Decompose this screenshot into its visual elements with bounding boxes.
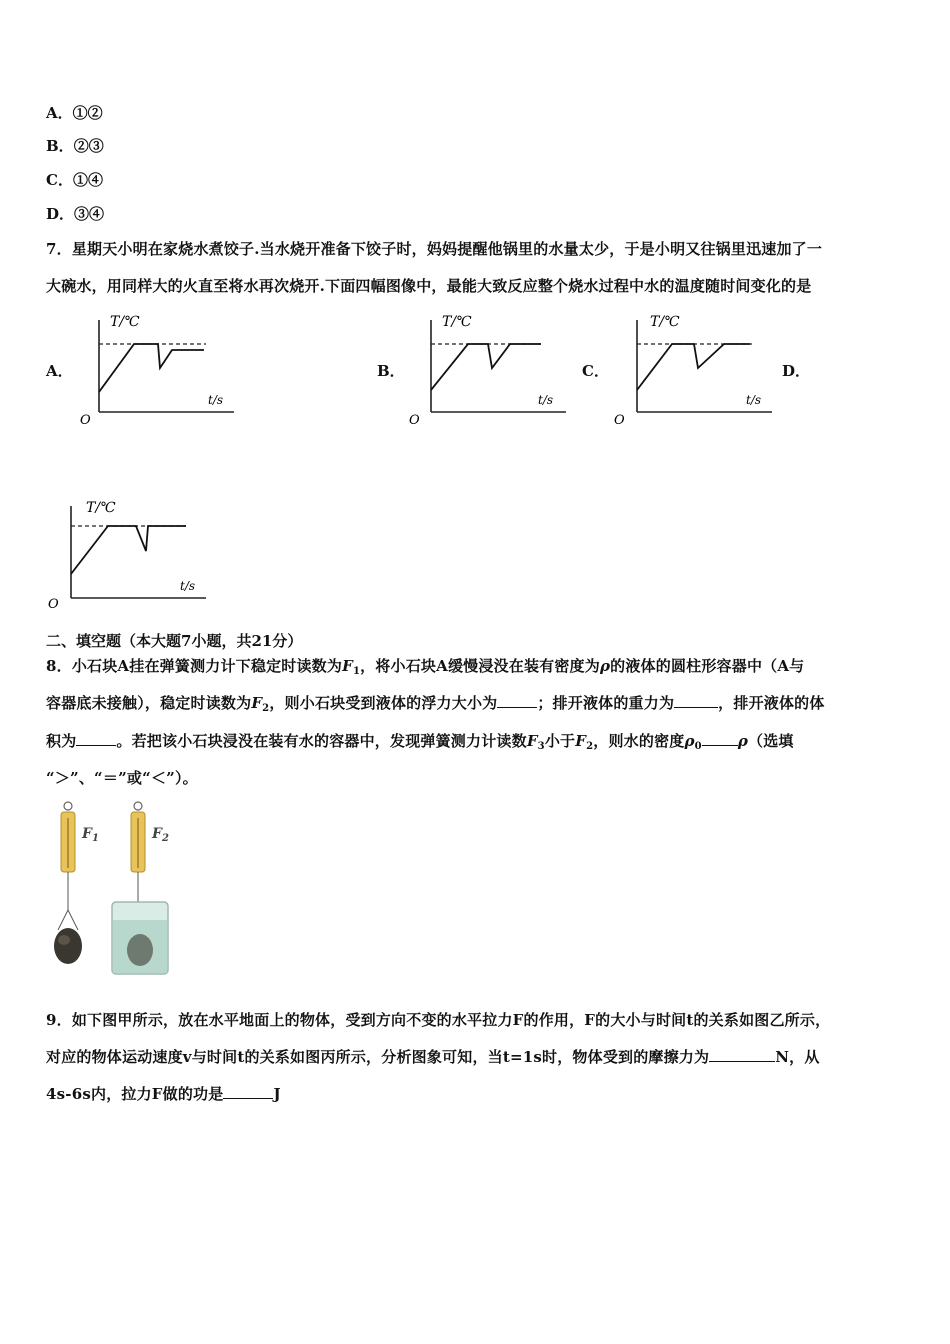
graph-a-curve [99,344,204,392]
graph-d-origin: O [48,597,59,612]
q8-line4: “＞”、“＝”或“＜”）。 [46,769,198,787]
graph-c-curve [637,344,750,390]
fig-label-f1: $F_1$ [82,826,99,844]
q7-option-c-label: C． [582,362,609,380]
graph-b-y-label: T/℃ [442,314,472,330]
graph-a-x-label: t/s [208,393,224,407]
q9-line3: 4s-6s内，拉力F做的功是 J [46,1085,281,1103]
q7-graph-d [46,496,216,620]
q7-text-line1: 7．星期天小明在家烧水煮饺子.当水烧开准备下饺子时，妈妈提醒他锅里的水量太少，于是小明又往锅里迅速加了一 [46,240,823,258]
q8-blank-volume[interactable] [76,731,116,746]
graph-d-curve [71,526,186,574]
q7-option-a-label: A． [46,362,73,380]
q9-blank-friction[interactable] [709,1047,775,1062]
q7-graph-c [612,310,782,434]
q9-line1: 9．如下图甲所示，放在水平地面上的物体，受到方向不变的水平拉力F的作用，F的大小与时间t的关系如图乙所示， [46,1011,831,1029]
q6-option-a: A．①② [46,104,103,122]
q8-line2: 容器底未接触），稳定时读数为$F_2$，则小石块受到液体的浮力大小为 ；排开液体的重力为 ，排开液体的体 [46,694,825,714]
graph-b-origin: O [409,413,420,428]
graph-b-x-label: t/s [538,393,554,407]
section2-heading: 二、填空题（本大题7小题，共21分） [46,632,303,650]
q7-text-line2: 大碗水，用同样大的火直至将水再次烧开.下面四幅图像中，最能大致反应整个烧水过程中水的温度随时间变化的是 [46,277,812,295]
graph-c-origin: O [614,413,625,428]
spring-scale-1 [54,802,82,964]
graph-a-y-label: T/℃ [110,314,140,330]
fig-label-f2: $F_2$ [152,826,169,844]
q8-blank-buoyancy[interactable] [497,693,537,708]
graph-b-curve [431,344,541,390]
graph-c-y-label: T/℃ [650,314,680,330]
q9-line2: 对应的物体运动速度v与时间t的关系如图丙所示，分析图象可知，当t=1s时，物体受到的摩擦力为 N，从 [46,1048,820,1066]
q8-line1: 8．小石块A挂在弹簧测力计下稳定时读数为$F_1$，将小石块A缓慢浸没在装有密度为ρ的液体的圆柱形容器中（A与 [46,657,805,677]
q7-option-b-label: B． [377,362,405,380]
graph-c-x-label: t/s [746,393,762,407]
q8-blank-weight[interactable] [674,693,718,708]
graph-d-y-label: T/℃ [86,500,116,516]
q7-graph-a [74,310,244,434]
q7-graph-b [406,310,576,434]
q7-option-d-label: D． [782,362,811,380]
q8-spring-scale-figure [46,798,196,984]
q6-option-d: D．③④ [46,205,105,223]
graph-a-origin: O [80,413,91,428]
q6-option-c: C．①④ [46,171,103,189]
q8-line3: 积为 。若把该小石块浸没在装有水的容器中，发现弹簧测力计读数$F_3$小于$F_2$，则水的密度$\rho_0$ ρ（选填 [46,732,794,752]
graph-d-x-label: t/s [180,579,196,593]
q8-blank-compare[interactable] [702,731,738,746]
q9-blank-work[interactable] [223,1084,273,1099]
q6-option-b: B．②③ [46,137,104,155]
